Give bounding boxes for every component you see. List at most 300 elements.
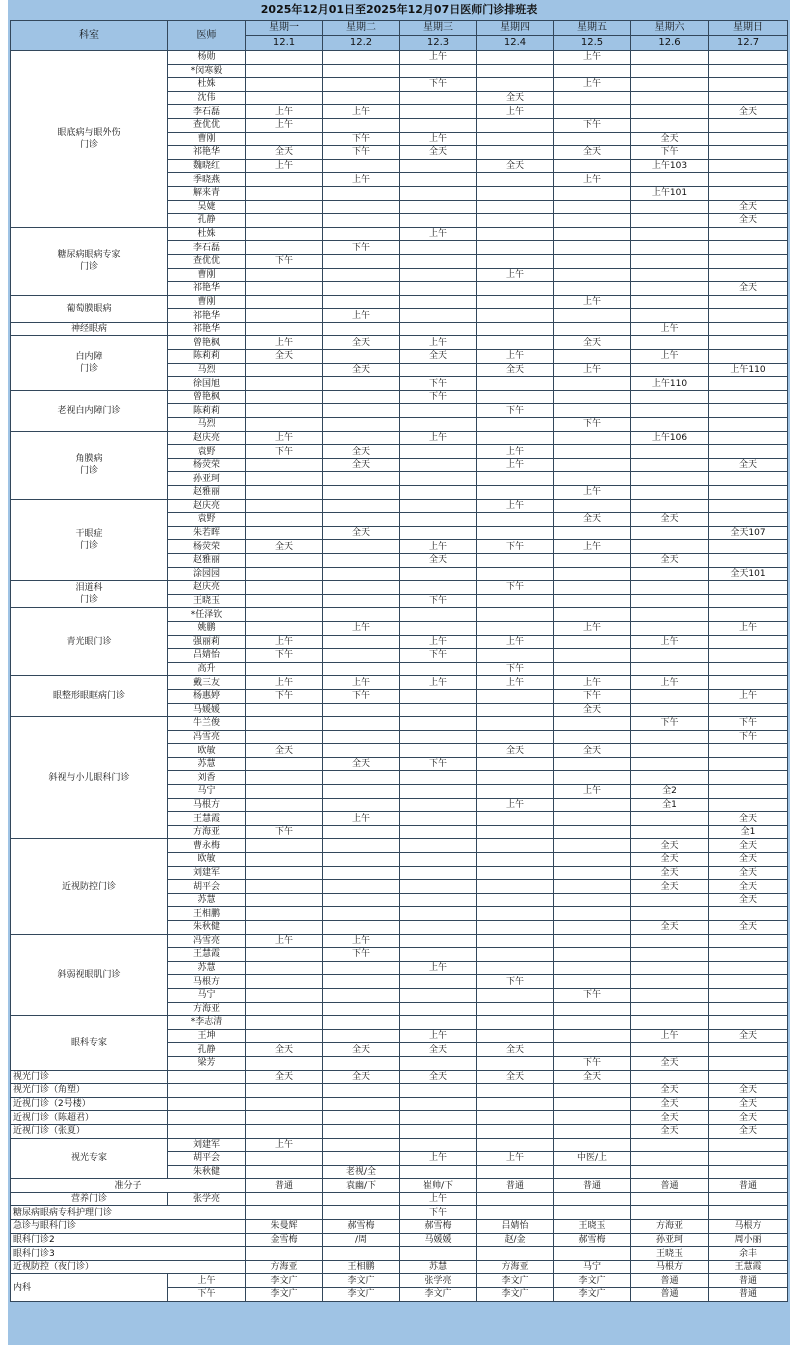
doctor-cell: 曹刚	[168, 295, 246, 309]
schedule-cell	[323, 91, 400, 105]
schedule-cell	[323, 567, 400, 581]
schedule-cell	[323, 581, 400, 595]
schedule-cell	[631, 51, 709, 65]
service-label: 近视门诊（2号楼）	[11, 1097, 168, 1111]
schedule-cell: 全天	[631, 921, 709, 935]
schedule-cell	[246, 486, 323, 500]
schedule-cell	[554, 581, 631, 595]
schedule-cell	[323, 499, 400, 513]
schedule-cell: 全天101	[709, 567, 788, 581]
schedule-cell: 普通	[631, 1179, 709, 1193]
schedule-cell	[709, 975, 788, 989]
schedule-cell	[323, 649, 400, 663]
schedule-cell	[477, 893, 554, 907]
schedule-cell	[400, 934, 477, 948]
schedule-cell	[709, 146, 788, 160]
schedule-cell	[477, 717, 554, 731]
schedule-cell	[246, 1192, 323, 1206]
schedule-cell: 下午	[554, 1056, 631, 1070]
doctor-cell: 朱秋健	[168, 1165, 246, 1179]
doctor-cell: 马媛媛	[168, 703, 246, 717]
schedule-cell	[246, 608, 323, 622]
schedule-cell	[631, 594, 709, 608]
schedule-cell	[246, 91, 323, 105]
service-label: 糖尿病眼病专科护理门诊	[11, 1206, 246, 1220]
schedule-cell	[631, 472, 709, 486]
schedule-cell: 上午	[631, 635, 709, 649]
schedule-cell: 全天	[477, 91, 554, 105]
schedule-cell: 周小丽	[709, 1233, 788, 1247]
schedule-cell	[400, 880, 477, 894]
schedule-cell	[246, 961, 323, 975]
doctor-cell: 孔静	[168, 214, 246, 228]
schedule-cell: 方海亚	[631, 1220, 709, 1234]
schedule-cell: 上午	[554, 363, 631, 377]
doctor-cell: 马宁	[168, 988, 246, 1002]
schedule-cell	[709, 649, 788, 663]
schedule-cell	[554, 309, 631, 323]
schedule-cell	[246, 853, 323, 867]
schedule-cell	[477, 377, 554, 391]
doctor-cell: 杨勋	[168, 51, 246, 65]
schedule-cell	[477, 1016, 554, 1030]
doctor-cell: 查优优	[168, 254, 246, 268]
schedule-cell	[323, 730, 400, 744]
schedule-cell	[631, 893, 709, 907]
schedule-cell	[631, 689, 709, 703]
schedule-cell	[631, 621, 709, 635]
schedule-cell: 全天	[631, 132, 709, 146]
schedule-cell	[246, 757, 323, 771]
schedule-cell	[323, 486, 400, 500]
schedule-cell	[246, 64, 323, 78]
weekday-header: 星期二	[323, 21, 400, 36]
schedule-cell	[477, 961, 554, 975]
schedule-cell	[323, 771, 400, 785]
schedule-cell: 全天	[631, 1097, 709, 1111]
doctor-cell: 王慧霞	[168, 812, 246, 826]
doctor-cell: 张学亮	[168, 1192, 246, 1206]
schedule-cell	[246, 703, 323, 717]
schedule-cell	[709, 91, 788, 105]
doctor-cell: 李石磊	[168, 241, 246, 255]
schedule-cell	[554, 757, 631, 771]
schedule-cell	[631, 771, 709, 785]
schedule-cell	[323, 825, 400, 839]
schedule-cell	[709, 744, 788, 758]
schedule-cell: 全天	[477, 1070, 554, 1084]
doctor-cell: 袁野	[168, 445, 246, 459]
schedule-cell	[323, 880, 400, 894]
schedule-cell: 全天	[554, 146, 631, 160]
schedule-cell	[400, 418, 477, 432]
schedule-cell	[400, 186, 477, 200]
schedule-cell	[554, 717, 631, 731]
schedule-cell: 全天	[631, 513, 709, 527]
session-cell: 上午	[168, 1274, 246, 1288]
schedule-cell: 郝雪梅	[554, 1233, 631, 1247]
schedule-cell	[400, 893, 477, 907]
schedule-cell	[477, 431, 554, 445]
schedule-cell	[709, 309, 788, 323]
schedule-cell	[400, 64, 477, 78]
schedule-cell	[709, 486, 788, 500]
doctor-cell: 冯雪亮	[168, 934, 246, 948]
schedule-cell: 全天	[246, 744, 323, 758]
schedule-cell: 上午	[323, 676, 400, 690]
schedule-cell	[400, 499, 477, 513]
schedule-cell	[709, 608, 788, 622]
schedule-cell	[631, 567, 709, 581]
schedule-cell: 全天	[709, 105, 788, 119]
schedule-cell	[246, 594, 323, 608]
doctor-cell: 戴三友	[168, 676, 246, 690]
schedule-cell	[631, 907, 709, 921]
doctor-cell: 袁野	[168, 513, 246, 527]
schedule-cell	[709, 948, 788, 962]
schedule-cell: 全天	[554, 744, 631, 758]
table-row	[11, 1179, 788, 1193]
schedule-cell	[477, 703, 554, 717]
schedule-cell: 上午	[323, 812, 400, 826]
schedule-cell	[554, 64, 631, 78]
table-row	[11, 1070, 788, 1084]
schedule-cell	[400, 866, 477, 880]
schedule-cell	[709, 322, 788, 336]
doctor-cell: 涂园园	[168, 567, 246, 581]
schedule-cell	[631, 78, 709, 92]
table-row	[11, 390, 788, 404]
schedule-cell	[400, 214, 477, 228]
schedule-cell: 上午	[477, 445, 554, 459]
schedule-cell	[709, 132, 788, 146]
schedule-cell	[477, 1002, 554, 1016]
doctor-cell: 牛兰俊	[168, 717, 246, 731]
schedule-cell	[400, 975, 477, 989]
doctor-cell: 方海亚	[168, 1002, 246, 1016]
schedule-cell	[323, 866, 400, 880]
doctor-cell: 吕婧怡	[168, 649, 246, 663]
schedule-cell	[631, 812, 709, 826]
schedule-cell	[246, 553, 323, 567]
schedule-cell	[246, 51, 323, 65]
schedule-cell: 全天	[631, 839, 709, 853]
schedule-cell	[323, 744, 400, 758]
schedule-cell: 全天	[554, 703, 631, 717]
schedule-cell	[323, 227, 400, 241]
schedule-cell: 苏慧	[400, 1260, 477, 1274]
schedule-cell: 全天	[631, 1124, 709, 1138]
schedule-cell	[246, 1206, 323, 1220]
schedule-cell	[554, 105, 631, 119]
schedule-cell: 全天	[631, 1056, 709, 1070]
schedule-cell	[323, 893, 400, 907]
schedule-cell	[477, 186, 554, 200]
schedule-cell	[323, 350, 400, 364]
table-row	[11, 676, 788, 690]
table-row	[11, 1192, 788, 1206]
schedule-cell	[709, 118, 788, 132]
schedule-cell	[554, 431, 631, 445]
table-row	[11, 51, 788, 65]
schedule-cell	[477, 1111, 554, 1125]
schedule-cell	[323, 1247, 400, 1261]
schedule-cell	[477, 1097, 554, 1111]
schedule-cell	[246, 363, 323, 377]
schedule-cell	[631, 295, 709, 309]
schedule-cell: 上午	[323, 934, 400, 948]
schedule-cell: 上午	[246, 431, 323, 445]
doctor-cell: 李石磊	[168, 105, 246, 119]
schedule-cell	[323, 64, 400, 78]
doctor-cell: 苏慧	[168, 961, 246, 975]
service-label: 营养门诊	[11, 1192, 168, 1206]
dept-cell: 糖尿病眼病专家 门诊	[11, 227, 168, 295]
schedule-cell	[631, 499, 709, 513]
schedule-cell	[400, 282, 477, 296]
schedule-cell	[323, 377, 400, 391]
schedule-cell: 马根方	[709, 1220, 788, 1234]
schedule-cell	[323, 921, 400, 935]
schedule-cell: 上午	[477, 676, 554, 690]
schedule-cell	[246, 948, 323, 962]
schedule-cell	[709, 390, 788, 404]
schedule-cell	[477, 988, 554, 1002]
schedule-cell: 全天	[400, 350, 477, 364]
schedule-cell	[554, 730, 631, 744]
doctor-cell: 欧敏	[168, 744, 246, 758]
doctor-cell: 曾艳枫	[168, 336, 246, 350]
schedule-cell	[709, 227, 788, 241]
schedule-cell: 上午	[554, 78, 631, 92]
doctor-cell: 梁芳	[168, 1056, 246, 1070]
schedule-cell: 下午	[400, 78, 477, 92]
schedule-cell	[477, 1165, 554, 1179]
schedule-cell	[400, 486, 477, 500]
service-label: 视光门诊（角塑）	[11, 1084, 168, 1098]
schedule-cell	[709, 1070, 788, 1084]
schedule-cell: 全天	[631, 866, 709, 880]
schedule-cell	[709, 445, 788, 459]
schedule-cell	[554, 200, 631, 214]
schedule-cell	[246, 173, 323, 187]
schedule-cell: 普通	[554, 1179, 631, 1193]
service-label: 视光门诊	[11, 1070, 168, 1084]
schedule-cell	[554, 798, 631, 812]
schedule-cell	[709, 350, 788, 364]
schedule-cell	[631, 282, 709, 296]
schedule-cell: 上午106	[631, 431, 709, 445]
doctor-cell: 曹永梅	[168, 839, 246, 853]
schedule-cell	[554, 839, 631, 853]
schedule-cell	[631, 91, 709, 105]
schedule-cell: 上午	[400, 1029, 477, 1043]
schedule-cell	[554, 771, 631, 785]
schedule-cell	[323, 51, 400, 65]
schedule-cell: 王晓玉	[631, 1247, 709, 1261]
schedule-cell	[323, 472, 400, 486]
schedule-cell	[709, 1043, 788, 1057]
schedule-cell	[477, 594, 554, 608]
service-label: 眼科门诊2	[11, 1233, 246, 1247]
schedule-cell: /周	[323, 1233, 400, 1247]
schedule-cell	[554, 1002, 631, 1016]
schedule-cell	[246, 771, 323, 785]
schedule-cell	[477, 1192, 554, 1206]
schedule-cell: 下午	[246, 445, 323, 459]
schedule-cell: 马宁	[554, 1260, 631, 1274]
schedule-cell	[709, 1138, 788, 1152]
schedule-cell	[246, 309, 323, 323]
schedule-cell	[631, 988, 709, 1002]
schedule-cell	[554, 1084, 631, 1098]
schedule-cell	[554, 445, 631, 459]
schedule-cell	[709, 186, 788, 200]
schedule-cell	[323, 1206, 400, 1220]
doctor-cell: 祁艳华	[168, 282, 246, 296]
schedule-cell: 全天	[709, 1029, 788, 1043]
schedule-cell	[554, 1192, 631, 1206]
table-row	[11, 322, 788, 336]
schedule-cell	[400, 839, 477, 853]
schedule-cell	[477, 64, 554, 78]
schedule-cell	[400, 1138, 477, 1152]
schedule-cell	[323, 1016, 400, 1030]
schedule-cell	[709, 431, 788, 445]
schedule-cell: 上午	[554, 621, 631, 635]
weekday-header: 星期六	[631, 21, 709, 36]
schedule-cell	[400, 404, 477, 418]
schedule-cell	[323, 1084, 400, 1098]
doctor-cell: 陈莉莉	[168, 404, 246, 418]
schedule-cell: 方海亚	[477, 1260, 554, 1274]
schedule-cell	[400, 526, 477, 540]
schedule-cell	[554, 1097, 631, 1111]
schedule-cell: 李文广	[554, 1288, 631, 1302]
schedule-cell	[323, 553, 400, 567]
schedule-cell	[709, 594, 788, 608]
schedule-cell: 上午	[554, 676, 631, 690]
schedule-cell: 全天	[554, 336, 631, 350]
schedule-cell	[709, 1152, 788, 1166]
schedule-cell	[709, 64, 788, 78]
schedule-cell	[554, 1043, 631, 1057]
schedule-cell: 马媛媛	[400, 1233, 477, 1247]
schedule-cell: 全天	[554, 513, 631, 527]
schedule-cell	[631, 825, 709, 839]
schedule-cell: 上午	[400, 676, 477, 690]
schedule-cell	[709, 241, 788, 255]
table-row	[11, 499, 788, 513]
schedule-cell	[400, 1165, 477, 1179]
schedule-cell: 上午	[246, 1138, 323, 1152]
schedule-cell	[246, 458, 323, 472]
schedule-cell: 下午	[554, 418, 631, 432]
schedule-cell	[554, 812, 631, 826]
schedule-cell	[400, 91, 477, 105]
schedule-cell	[554, 404, 631, 418]
doctor-cell: 曹刚	[168, 132, 246, 146]
schedule-cell	[246, 1152, 323, 1166]
schedule-cell: 下午	[477, 540, 554, 554]
doctor-cell: *李志清	[168, 1016, 246, 1030]
schedule-cell	[554, 1138, 631, 1152]
schedule-cell	[631, 934, 709, 948]
schedule-cell: 上午	[554, 486, 631, 500]
table-row	[11, 581, 788, 595]
schedule-cell: 上午	[554, 785, 631, 799]
schedule-cell	[400, 907, 477, 921]
schedule-cell: 李文广	[246, 1274, 323, 1288]
dept-cell: 干眼症 门诊	[11, 499, 168, 581]
schedule-cell	[246, 268, 323, 282]
schedule-cell: 全天	[323, 757, 400, 771]
schedule-cell	[631, 309, 709, 323]
schedule-cell: 全天	[709, 1097, 788, 1111]
schedule-cell: 中医/上	[554, 1152, 631, 1166]
schedule-cell: 王晓玉	[554, 1220, 631, 1234]
schedule-cell	[246, 717, 323, 731]
schedule-cell	[323, 907, 400, 921]
schedule-cell	[246, 1124, 323, 1138]
schedule-cell	[709, 377, 788, 391]
dept-cell: 白内障 门诊	[11, 336, 168, 390]
schedule-cell	[477, 608, 554, 622]
schedule-cell: 下午	[246, 254, 323, 268]
schedule-cell: 下午	[631, 717, 709, 731]
schedule-cell	[554, 866, 631, 880]
doctor-cell	[168, 1124, 246, 1138]
schedule-cell	[631, 1206, 709, 1220]
schedule-cell	[323, 635, 400, 649]
schedule-cell	[323, 608, 400, 622]
doctor-cell: 冯雪亮	[168, 730, 246, 744]
schedule-cell	[477, 322, 554, 336]
schedule-cell	[246, 418, 323, 432]
schedule-cell	[477, 51, 554, 65]
schedule-cell: 上午	[246, 118, 323, 132]
schedule-cell	[554, 186, 631, 200]
dept-cell: 神经眼病	[11, 322, 168, 336]
schedule-cell	[709, 785, 788, 799]
schedule-cell	[631, 336, 709, 350]
schedule-cell	[709, 51, 788, 65]
schedule-cell	[554, 594, 631, 608]
schedule-cell	[323, 1124, 400, 1138]
schedule-cell	[323, 1056, 400, 1070]
schedule-cell	[554, 1247, 631, 1261]
schedule-cell	[246, 1247, 323, 1261]
schedule-cell	[246, 1165, 323, 1179]
doctor-header: 医师	[168, 21, 246, 51]
schedule-cell	[477, 173, 554, 187]
schedule-cell	[323, 1002, 400, 1016]
schedule-cell	[246, 921, 323, 935]
schedule-cell	[400, 1247, 477, 1261]
schedule-cell	[554, 553, 631, 567]
schedule-cell	[709, 934, 788, 948]
schedule-cell	[477, 825, 554, 839]
schedule-cell: 上午	[323, 621, 400, 635]
schedule-cell	[477, 921, 554, 935]
schedule-cell: 下午	[323, 132, 400, 146]
schedule-cell: 上午	[709, 689, 788, 703]
schedule-cell	[323, 961, 400, 975]
schedule-cell	[554, 921, 631, 935]
schedule-cell	[323, 254, 400, 268]
table-row	[11, 934, 788, 948]
schedule-cell	[709, 1016, 788, 1030]
